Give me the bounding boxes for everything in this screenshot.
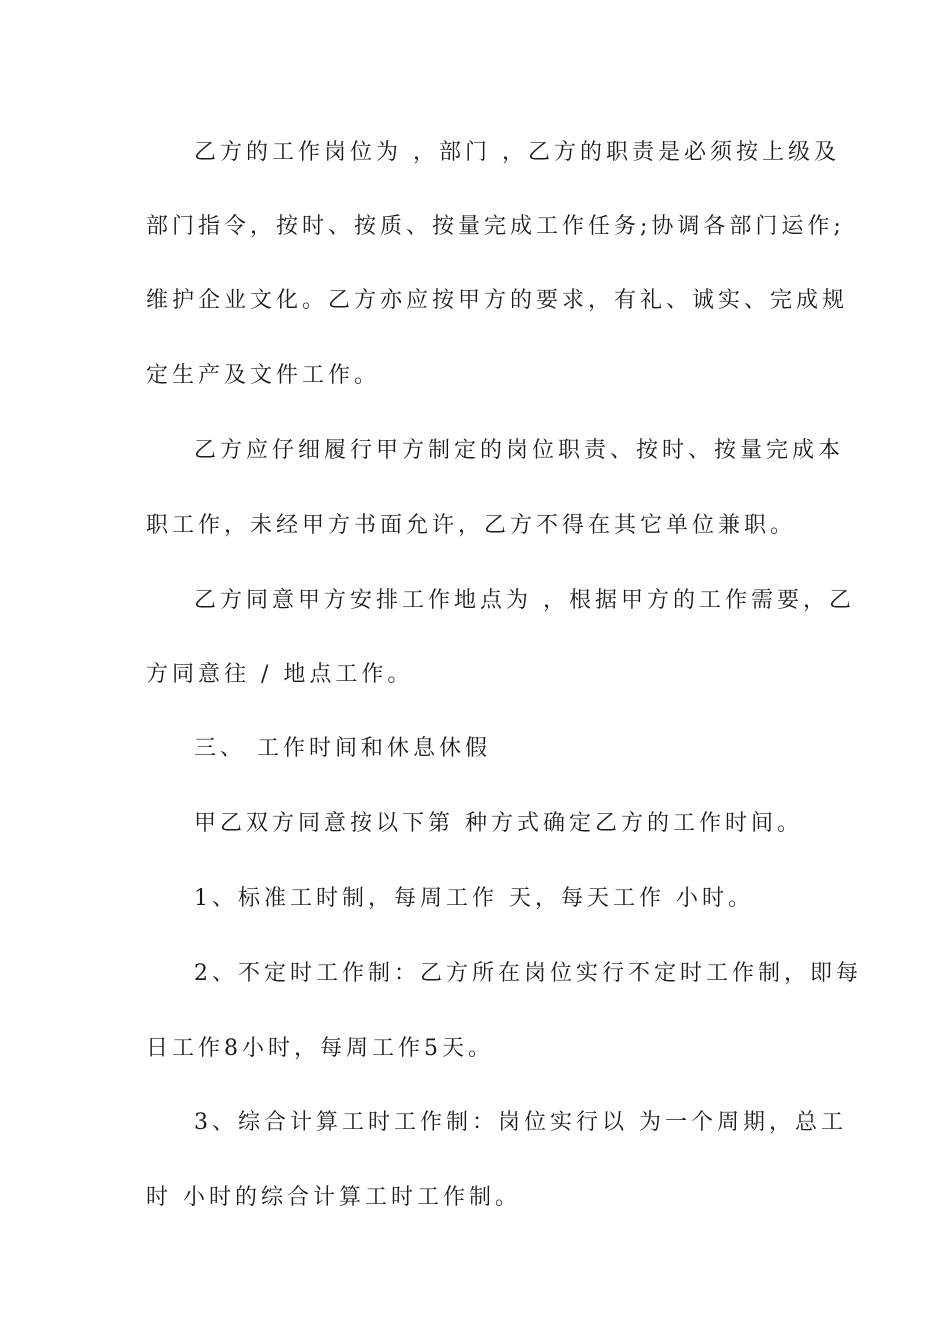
section-heading: 三、 工作时间和休息休假 bbox=[194, 736, 491, 761]
paragraph-line: 部门指令，按时、按质、按量完成工作任务;协调各部门运作; bbox=[146, 214, 845, 239]
paragraph-line: 乙方的工作岗位为 ，部门 ，乙方的职责是必须按上级及 bbox=[194, 140, 840, 165]
paragraph-line: 维护企业文化。乙方亦应按甲方的要求，有礼、诚实、完成规 bbox=[146, 288, 849, 313]
paragraph-line: 日工作8小时，每周工作5天。 bbox=[146, 1036, 494, 1061]
paragraph-line: 定生产及文件工作。 bbox=[146, 363, 381, 388]
paragraph-line: 时 小时的综合计算工时工作制。 bbox=[146, 1185, 521, 1210]
list-item: 3、综合计算工时工作制：岗位实行以 为一个周期，总工 bbox=[194, 1110, 847, 1135]
paragraph-line: 乙方同意甲方安排工作地点为 ，根据甲方的工作需要，乙 bbox=[194, 588, 855, 613]
list-item: 2、不定时工作制：乙方所在岗位实行不定时工作制，即每 bbox=[194, 961, 862, 986]
list-item: 1、标准工时制，每周工作 天，每天工作 小时。 bbox=[194, 886, 754, 911]
paragraph-line: 职工作，未经甲方书面允许，乙方不得在其它单位兼职。 bbox=[146, 513, 797, 538]
paragraph-line: 甲乙双方同意按以下第 种方式确定乙方的工作时间。 bbox=[194, 811, 803, 836]
paragraph-line: 乙方应仔细履行甲方制定的岗位职责、按时、按量完成本 bbox=[194, 438, 845, 463]
paragraph-line: 方同意往 / 地点工作。 bbox=[146, 662, 414, 687]
